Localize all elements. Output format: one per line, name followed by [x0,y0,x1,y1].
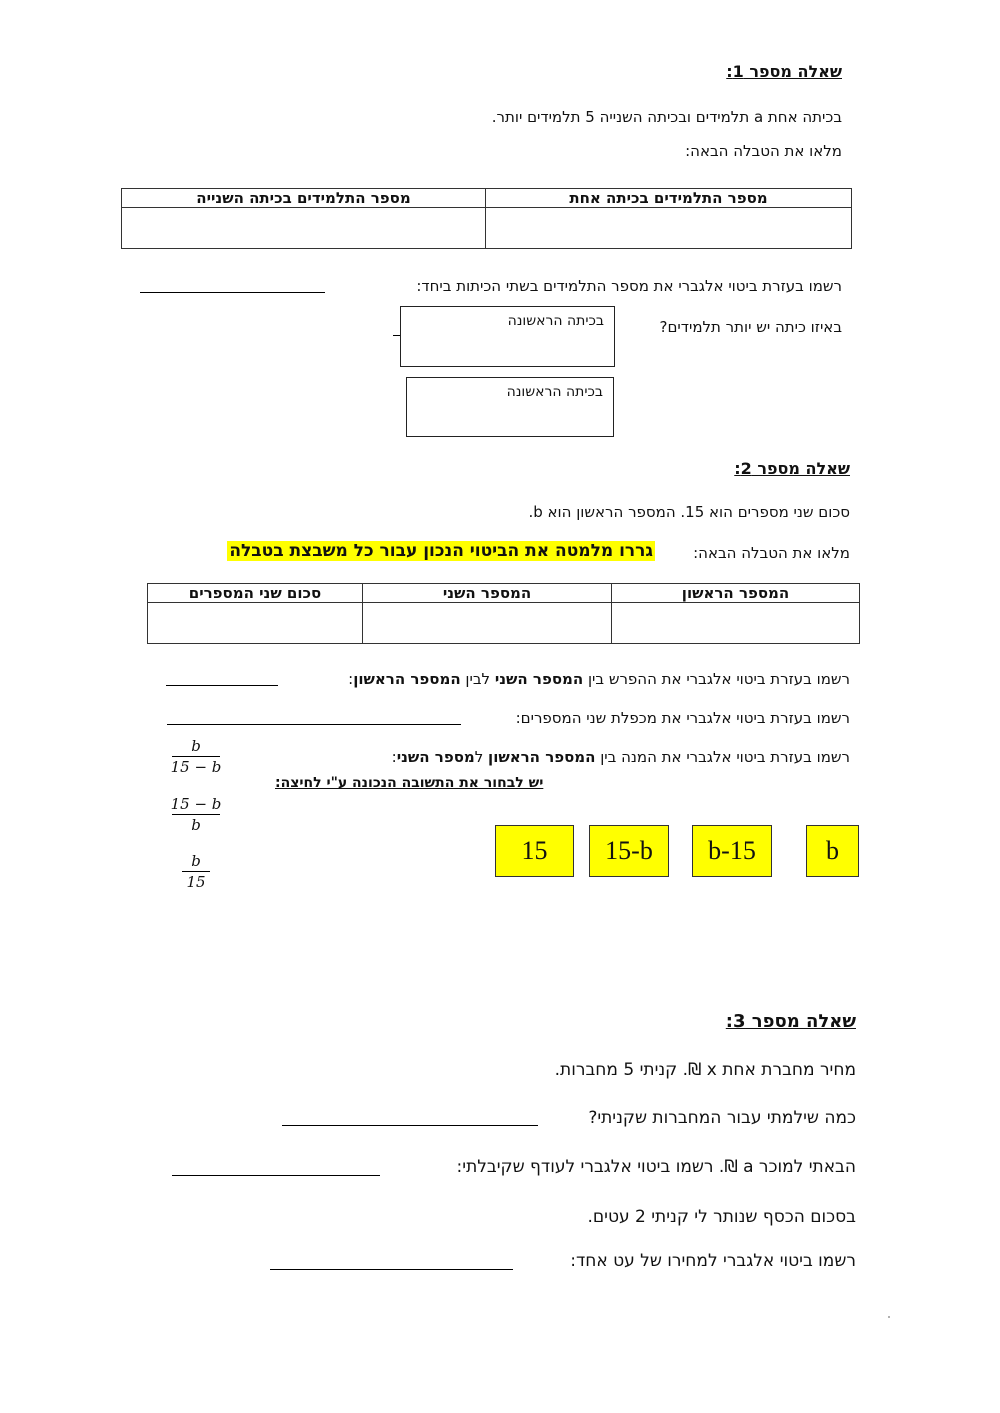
q1-intro: בכיתה אחת a תלמידים ובכיתה השנייה 5 תלמידים יותר. [491,108,842,126]
q2-diff-prompt-bold1: המספר השני [494,670,584,688]
q2-title: שאלה מספר 2: [734,459,850,478]
q1-expr-answer-line[interactable] [140,292,325,293]
q2-drag-tile-15[interactable]: 15 [495,825,574,877]
q2-drag-tile-b[interactable]: b [806,825,859,877]
q2-fraction-option-1[interactable] [168,736,224,777]
q1-option-box-2-label: בכיתה הראשונה [506,384,603,400]
q2-drop-cell-first[interactable] [612,603,860,644]
q2-table [147,583,860,644]
q2-drag-tile-15-minus-b[interactable]: 15-b [589,825,669,877]
q2-fraction-option-3[interactable] [168,851,224,892]
q2-fraction-2-den: b [191,816,201,834]
page-speck [888,1316,890,1318]
q2-header-first: המספר הראשון [612,584,860,603]
q1-option-box-2[interactable] [406,377,614,437]
q2-diff-prompt-part3: : [348,670,354,688]
q2-fraction-2-num: 15 − b [170,795,222,813]
q1-table [121,188,852,249]
q3-title: שאלה מספר 3: [725,1011,856,1032]
q3-line3-answer-line[interactable] [172,1175,380,1176]
q3-line5-answer-line[interactable] [270,1269,513,1270]
q1-option-box-1[interactable] [400,306,615,367]
q2-fraction-1-num: b [191,737,201,755]
q2-quot-prompt [392,748,850,766]
q3-line1: מחיר מחברת אחת x ₪. קניתי 5 מחברות. [554,1060,856,1080]
q2-diff-answer-line[interactable] [166,685,278,686]
q2-fraction-3-den: 15 [186,873,206,891]
q3-line5: רשמו ביטוי אלגברי למחירו של עט אחד: [570,1251,856,1271]
q1-option-box-1-label: בכיתה הראשונה [507,313,604,329]
q3-line3: הבאתי למוכר a ₪. רשמו ביטוי אלגברי לעודף שקיבלתי: [456,1157,856,1177]
q1-cell-class2[interactable] [122,208,486,249]
q2-fraction-1-den: 15 − b [170,758,222,776]
q1-table-header-row [122,189,852,208]
q2-quot-prompt-bold1: המספר הראשון [488,748,596,766]
q2-fraction-3-num: b [191,852,201,870]
q1-header-class1: מספר התלמידים בכיתה אחת [486,189,852,208]
q2-drop-cell-second[interactable] [363,603,612,644]
q3-line2: כמה שילמתי עבור המחברות שקניתי? [588,1108,856,1128]
q2-drop-cell-sum[interactable] [148,603,363,644]
q2-product-answer-line[interactable] [167,724,461,725]
q1-table-row [122,208,852,249]
q2-diff-prompt-part1: רשמו בעזרת ביטוי אלגברי את ההפרש בין [583,670,850,688]
q2-header-sum: סכום שני המספרים [148,584,363,603]
q2-quot-prompt-part2: ל [474,748,489,766]
q2-instruction: מלאו את הטבלה הבאה: [693,544,850,562]
q2-header-second: המספר השני [363,584,612,603]
q3-line4: בסכום הכסף שנותר לי קניתי 2 עטים. [587,1207,856,1227]
q2-diff-prompt-bold2: המספר הראשון [353,670,461,688]
q2-quot-prompt-part3: : [391,748,397,766]
q2-diff-prompt-part2: לבין [460,670,495,688]
q2-table-row [148,603,860,644]
q2-drag-tile-b-minus-15[interactable]: b-15 [692,825,772,877]
q1-instruction: מלאו את הטבלה הבאה: [685,142,842,160]
q2-intro: סכום שני מספרים הוא 15. המספר הראשון הוא b. [528,503,850,521]
q2-drag-hint-text: גררו מלמטה את הביטוי הנכון עבור כל משבצת בטבלה [229,541,653,561]
q1-title: שאלה מספר 1: [726,62,842,81]
q3-line2-answer-line[interactable] [282,1125,538,1126]
q1-cell-class1[interactable] [486,208,852,249]
q2-quot-prompt-part1: רשמו בעזרת ביטוי אלגברי את המנה בין [595,748,850,766]
q2-table-header-row [148,584,860,603]
q2-choose-hint: יש לבחור את התשובה הנכונה ע"י לחיצה: [275,775,544,791]
q1-expr-prompt: רשמו בעזרת ביטוי אלגברי את מספר התלמידים בשתי הכיתות ביחד: [416,277,842,295]
q2-fraction-option-2[interactable] [168,794,224,835]
q2-quot-prompt-bold2: מספר השני [396,748,475,766]
q1-which-class-prompt: באיזו כיתה יש יותר תלמידים? [659,318,842,336]
q2-product-prompt: רשמו בעזרת ביטוי אלגברי את מכפלת שני המספרים: [515,709,850,727]
q1-header-class2: מספר התלמידים בכיתה השנייה [122,189,486,208]
q2-diff-prompt [348,670,850,688]
q2-drag-hint [227,541,655,561]
